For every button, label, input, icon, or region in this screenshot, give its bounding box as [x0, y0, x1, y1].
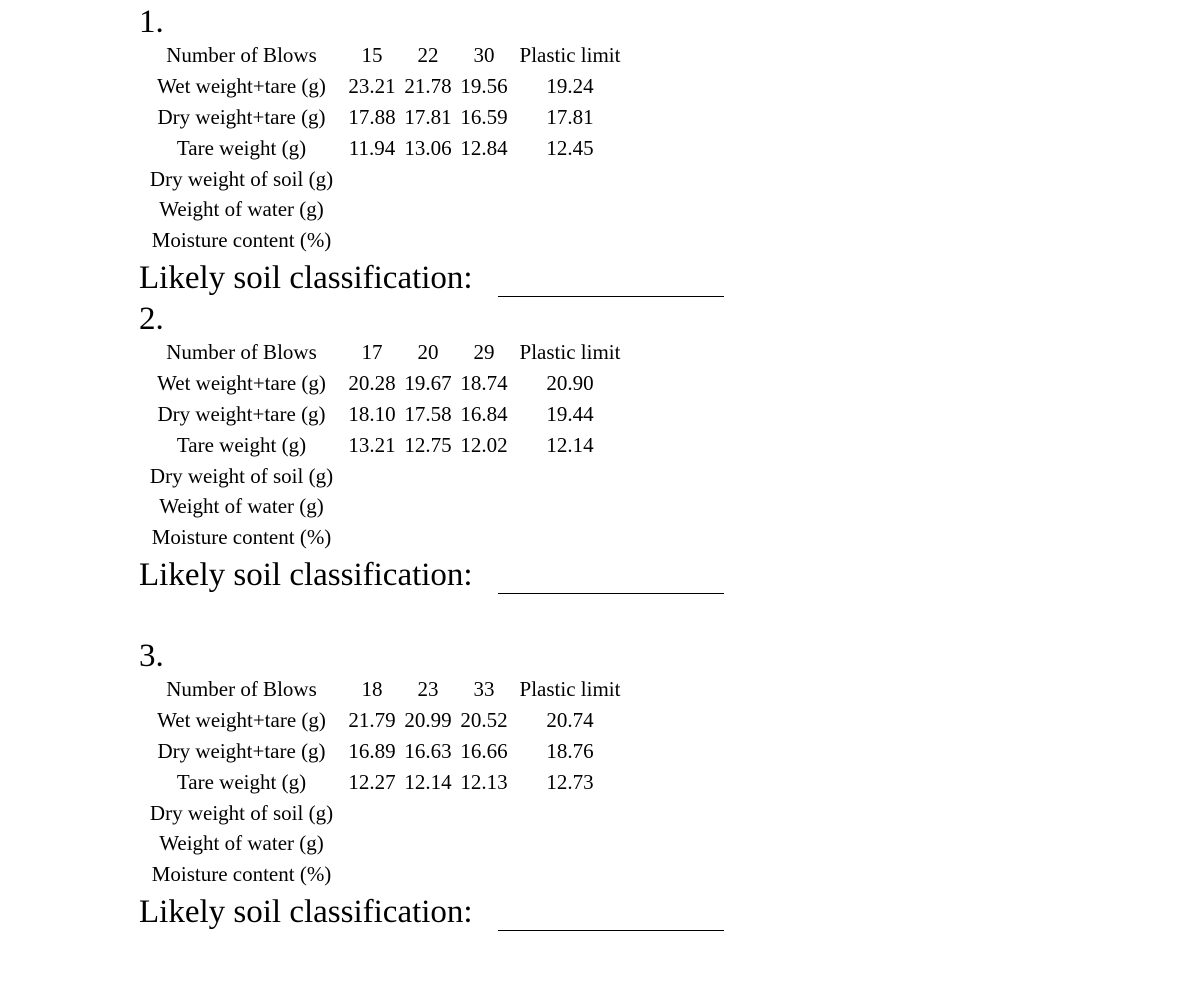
blows-cell: 23 [417, 677, 439, 701]
blows-cell: 22 [417, 43, 439, 67]
wet-weight-label: Wet weight+tare (g) [157, 74, 326, 98]
classification-blank [498, 296, 724, 297]
tare-weight-plastic-limit: 12.14 [546, 433, 594, 457]
plastic-limit-header: Plastic limit [519, 677, 621, 701]
blows-row [0, 337, 800, 368]
wet-weight-label: Wet weight+tare (g) [157, 708, 326, 732]
blows-cell: 29 [473, 340, 495, 364]
tare-weight-cell: 12.27 [348, 770, 396, 794]
dry-weight-cell: 17.58 [404, 402, 452, 426]
wet-weight-label: Wet weight+tare (g) [157, 371, 326, 395]
water-row [0, 491, 800, 522]
dry-weight-cell: 16.89 [348, 739, 396, 763]
moisture-row [0, 859, 800, 890]
problem-number: 3. [139, 638, 164, 674]
problem-number: 2. [139, 301, 164, 337]
moisture-row [0, 522, 800, 553]
dry-weight-row [0, 102, 800, 133]
wet-weight-cell: 18.74 [460, 371, 508, 395]
wet-weight-cell: 21.79 [348, 708, 396, 732]
wet-weight-cell: 23.21 [348, 74, 396, 98]
blows-label: Number of Blows [166, 340, 317, 364]
dry-weight-cell: 16.84 [460, 402, 508, 426]
blows-cell: 30 [473, 43, 495, 67]
blows-row [0, 674, 800, 705]
moisture-label: Moisture content (%) [151, 525, 332, 549]
moisture-label: Moisture content (%) [151, 228, 332, 252]
dry-weight-cell: 17.81 [404, 105, 452, 129]
tare-weight-row [0, 430, 800, 461]
tare-weight-plastic-limit: 12.45 [546, 136, 594, 160]
wet-weight-row [0, 368, 800, 399]
wet-weight-plastic-limit: 20.74 [546, 708, 594, 732]
blows-cell: 20 [417, 340, 439, 364]
moisture-label: Moisture content (%) [151, 862, 332, 886]
tare-weight-cell: 12.84 [460, 136, 508, 160]
tare-weight-row [0, 133, 800, 164]
wet-weight-row [0, 71, 800, 102]
dry-soil-label: Dry weight of soil (g) [149, 464, 334, 488]
dry-soil-label: Dry weight of soil (g) [149, 167, 334, 191]
wet-weight-cell: 20.28 [348, 371, 396, 395]
tare-weight-cell: 11.94 [348, 136, 396, 160]
blows-cell: 17 [361, 340, 383, 364]
wet-weight-plastic-limit: 19.24 [546, 74, 594, 98]
dry-soil-row [0, 164, 800, 195]
tare-weight-row [0, 767, 800, 798]
classification-label: Likely soil classification: [139, 894, 473, 930]
tare-weight-plastic-limit: 12.73 [546, 770, 594, 794]
classification-label: Likely soil classification: [139, 557, 473, 593]
plastic-limit-header: Plastic limit [519, 43, 621, 67]
classification-label: Likely soil classification: [139, 260, 473, 296]
blows-label: Number of Blows [166, 43, 317, 67]
dry-weight-plastic-limit: 18.76 [546, 739, 594, 763]
tare-weight-label: Tare weight (g) [176, 433, 307, 457]
dry-weight-plastic-limit: 17.81 [546, 105, 594, 129]
dry-weight-cell: 16.59 [460, 105, 508, 129]
water-label: Weight of water (g) [159, 831, 324, 855]
blows-label: Number of Blows [166, 677, 317, 701]
blows-cell: 33 [473, 677, 495, 701]
tare-weight-cell: 12.14 [404, 770, 452, 794]
blows-cell: 15 [361, 43, 383, 67]
tare-weight-cell: 13.06 [404, 136, 452, 160]
tare-weight-cell: 12.02 [460, 433, 508, 457]
dry-weight-plastic-limit: 19.44 [546, 402, 594, 426]
classification-blank [498, 930, 724, 931]
dry-weight-row [0, 399, 800, 430]
dry-weight-cell: 18.10 [348, 402, 396, 426]
wet-weight-cell: 20.99 [404, 708, 452, 732]
dry-weight-cell: 16.66 [460, 739, 508, 763]
blows-cell: 18 [361, 677, 383, 701]
dry-weight-cell: 16.63 [404, 739, 452, 763]
dry-weight-label: Dry weight+tare (g) [157, 739, 326, 763]
wet-weight-row [0, 705, 800, 736]
dry-soil-row [0, 461, 800, 492]
dry-weight-row [0, 736, 800, 767]
dry-soil-row [0, 798, 800, 829]
dry-weight-cell: 17.88 [348, 105, 396, 129]
wet-weight-cell: 19.56 [460, 74, 508, 98]
water-label: Weight of water (g) [159, 197, 324, 221]
tare-weight-label: Tare weight (g) [176, 770, 307, 794]
dry-soil-label: Dry weight of soil (g) [149, 801, 334, 825]
tare-weight-cell: 12.13 [460, 770, 508, 794]
tare-weight-cell: 12.75 [404, 433, 452, 457]
dry-weight-label: Dry weight+tare (g) [157, 402, 326, 426]
problem-number: 1. [139, 4, 164, 40]
wet-weight-cell: 19.67 [404, 371, 452, 395]
water-row [0, 194, 800, 225]
classification-blank [498, 593, 724, 594]
wet-weight-cell: 20.52 [460, 708, 508, 732]
wet-weight-cell: 21.78 [404, 74, 452, 98]
moisture-row [0, 225, 800, 256]
blows-row [0, 40, 800, 71]
tare-weight-cell: 13.21 [348, 433, 396, 457]
plastic-limit-header: Plastic limit [519, 340, 621, 364]
water-label: Weight of water (g) [159, 494, 324, 518]
dry-weight-label: Dry weight+tare (g) [157, 105, 326, 129]
water-row [0, 828, 800, 859]
tare-weight-label: Tare weight (g) [176, 136, 307, 160]
wet-weight-plastic-limit: 20.90 [546, 371, 594, 395]
